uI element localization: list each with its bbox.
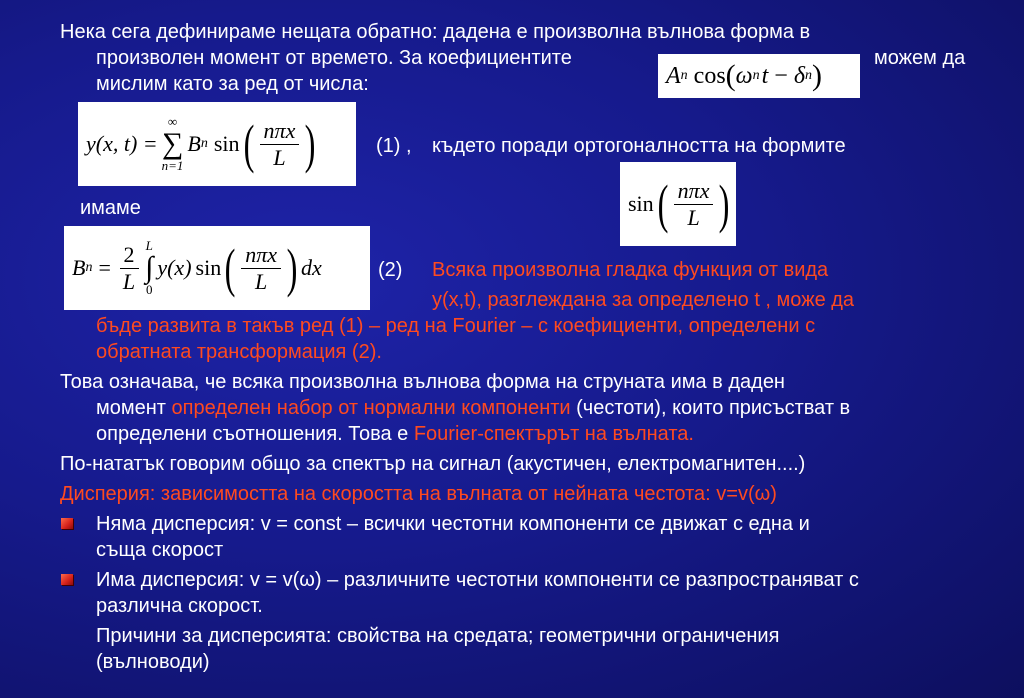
p3-line: По-нататък говорим общо за спектър на сигнал (акустичен, електромагнитен....)	[60, 453, 806, 475]
p2-line-1: Това означава, че всяка произволна вълнова форма на струната има в даден	[60, 371, 785, 393]
bullet-1-line-2: съща скорост	[96, 539, 224, 561]
text-line-2b: можем да	[874, 47, 966, 69]
bullet-2-line-1: Има дисперсия: v = v(ω) – различните честотни компоненти се разпространяват с	[96, 569, 859, 591]
p2-highlight-1: определен набор от нормални компоненти	[171, 397, 571, 419]
text-imame: имаме	[80, 197, 141, 219]
p2-line-3: определени съотношения. Това е Fourier-спектърът на вълната.	[96, 423, 694, 445]
bullet-icon	[61, 574, 73, 585]
bullet-2-line-2: различна скорост.	[96, 595, 263, 617]
p4-dispersion-line: Дисперия: зависимостта на скоростта на вълната от нейната честота: v=v(ω)	[60, 483, 777, 505]
p5-line-1: Причини за дисперсията: свойства на средата; геометрични ограничения	[96, 625, 780, 647]
text-line-3: мислим като за ред от числа:	[96, 73, 369, 95]
red-line-1: Всяка произволна гладка функция от вида	[432, 259, 829, 281]
red-line-4: обратната трансформация (2).	[96, 341, 382, 363]
coefficient-formula: A n cos ( ω n t − δ n )	[658, 54, 860, 98]
text-line-1: Нека сега дефинираме нещата обратно: дадена е произволна вълнова форма в	[60, 21, 811, 43]
equation-2-tag: (2)	[378, 259, 403, 281]
bullet-1-line-1: Няма дисперсия: v = const – всички честотни компоненти се движат с една и	[96, 513, 810, 535]
p2-line-2: момент определен набор от нормални компоненти (честоти), които присъстват в	[96, 397, 851, 419]
integral-operator: L ∫ 0	[145, 238, 154, 297]
red-line-3: бъде развита в такъв ред (1) – ред на Fourier – с коефициенти, определени с	[96, 315, 816, 337]
red-line-2: y(x,t), разглеждана за определено t , може да	[432, 289, 855, 311]
equation-1: y(x, t) = ∞ ∑ n=1 B n sin ( $\frac{\text{nπx}}{L}$ )	[78, 102, 356, 186]
equation-2: B n = $\frac{2}{L}$ L ∫ 0 y(x) sin ( $\frac{\text{nπx}}{L}$ ) dx	[64, 226, 370, 310]
bullet-icon	[61, 518, 73, 529]
p5-line-2: (вълноводи)	[96, 651, 210, 673]
p2-highlight-2: Fourier-спектърът на вълната.	[413, 423, 694, 445]
sum-operator: ∞ ∑ n=1	[161, 114, 184, 173]
sine-formula: sin ( $\frac{\text{nπx}}{L}$ )	[620, 162, 736, 246]
equation-1-text: където поради ортогоналността на формите	[432, 135, 846, 157]
text-line-2a: произволен момент от времето. За коефициентите	[96, 47, 572, 69]
equation-1-tag: (1) ,	[376, 135, 412, 157]
